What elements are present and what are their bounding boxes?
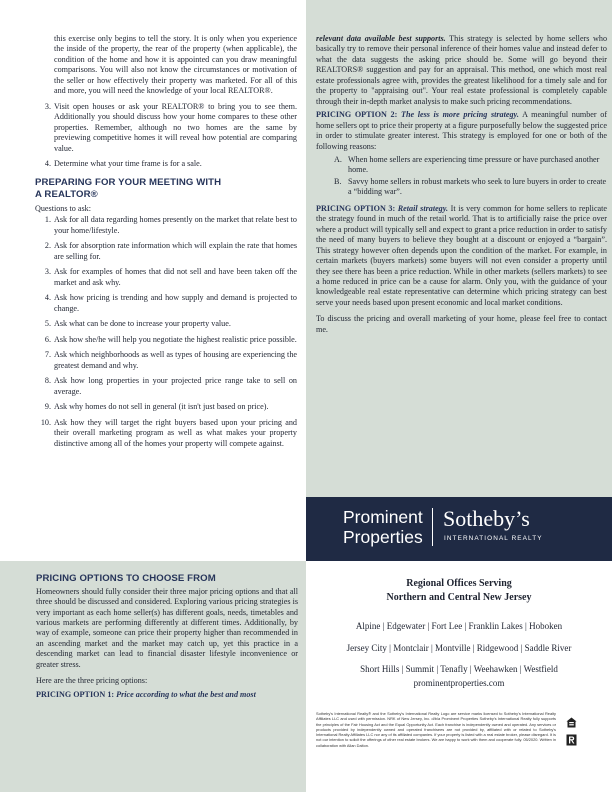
option2-paragraph (316, 110, 607, 152)
item-text: Ask for all data regarding homes presently on the market that relate best to your home/lifestyle. (54, 215, 297, 235)
pricing-options-intro: Homeowners should fully consider their three major pricing options and that all three should be discussed and considered. Exploring various pricing strategies is very important as each home seller(s) has different goals, needs, timetables and various markets are performing differently at different times. Additionally, by way of example, someone can price their property higher than recommended in an ascending market and the market may catch up, yet this practice in a descending market can lead to financial disaster lifestyle inconvenience or greater stress. (36, 586, 298, 669)
brand-logo (343, 505, 583, 553)
option1-start (36, 690, 298, 700)
list-item (44, 319, 297, 329)
item-text: Ask why homes do not sell in general (it isn't just based on price). (54, 402, 269, 412)
item-text: Ask for absorption rate information which will explain the rate that homes are selling for. (54, 241, 297, 261)
office-line: Short Hills | Summit | Tenafly | Weehawken | Westfield (360, 664, 558, 674)
list-item (44, 101, 297, 154)
option3-paragraph (316, 204, 607, 309)
list-item (44, 334, 297, 345)
option2-text: A meaningful number of home sellers opt to price their property at a figure purposefully below the suggested price in order to stimulate greater interest. This strategy is employed for one or both of the following reasons: (316, 110, 608, 151)
item-text: When home sellers are experiencing time pressure or have purchased another home. (348, 154, 600, 175)
item-number: 4. (44, 158, 51, 168)
option1-continued-text: This strategy is selected by home sellers who basically try to remove their personal inference of their homes value and instead defer to what the data suggests the asking price should be. Some will go beyond their REALTORS® suggestion and pay for an appraisal. This method, one which most real estate professionals agree with, provides the greatest likelihood for a timely sale and for the property to "appraising out". Your real estate professional is completely capable through their in-depth market analysis to make such pricing recommendations. (316, 34, 608, 106)
meeting-heading-line1: PREPARING FOR YOUR MEETING WITH (35, 177, 222, 189)
brand-line1: Prominent (343, 507, 423, 527)
left-column (35, 34, 297, 454)
offices-title-line1: Regional Offices Serving (406, 578, 512, 589)
item-number: 10. (40, 417, 51, 427)
option1-title: Price according to what the best and most (116, 689, 256, 699)
option1-label: PRICING OPTION 1: (36, 689, 115, 699)
list-item (44, 215, 297, 236)
left-bottom-panel (0, 561, 306, 792)
list-item (44, 293, 297, 314)
list-item (44, 241, 297, 262)
office-line: Jersey City | Montclair | Montville | Ridgewood | Saddle River (346, 642, 572, 653)
option3-label: PRICING OPTION 3: (316, 203, 396, 213)
item-number: 9. (44, 402, 51, 412)
item-number: 4. (44, 293, 51, 303)
option1-continued-emphasis: relevant data available best supports. (316, 34, 446, 43)
list-item (334, 177, 607, 198)
brand-subtitle: INTERNATIONAL REALTY (444, 535, 543, 542)
realtor-icon (566, 734, 577, 746)
item-text: Determine what your time frame is for a sale. (54, 158, 202, 168)
item-number: 6. (44, 334, 51, 344)
item-letter: B. (334, 176, 342, 186)
disclaimer-text: Sotheby's International Realty® and the Sotheby's International Realty Logo are service marks licensed to Sotheby's International Realty Affiliates LLC and used with permission. NRK of New Jersey, Inc. d/b/a Prominent Properties Sotheby's International Realty fully supports the principles of the Fair Housing Act and the Equal Opportunity Act. Each franchise is independently owned and operated. Any services or products provided by independently owned and operated franchisees are not provided by, affiliated with or related to Sotheby's International Realty Affiliates LLC nor any of its affiliated companies. If your property is listed with a real estate broker, please disregard. It is not our intention to solicit the offerings of other real estate brokers. We are happy to work with them and cooperate fully. 05/2020. Written in collaboration with Allan Dalton. (316, 711, 556, 748)
item-number: 7. (44, 350, 51, 360)
option1-continued (316, 34, 607, 107)
item-number: 2. (44, 241, 51, 251)
offices-title-line2: Northern and Central New Jersey (386, 592, 532, 603)
right-column (316, 34, 607, 338)
offices-title (306, 577, 612, 605)
brand-divider (432, 508, 433, 546)
option2-label: PRICING OPTION 2: (316, 110, 398, 120)
item-text: this exercise only begins to tell the story. It is only when you experience the inside of the property, the rear of the property (when applicable), the condition of the home and how it is appointed can you draw meaningful comparisons. You will also not know the circumstances or motivation of the seller or how effectively their property was marketed. For all of this and more, you will need the knowledge of your local REALTOR®. (54, 34, 297, 96)
item-text: Visit open houses or ask your REALTOR® to bring you to see them. Additionally you should discuss how your home compares to these other properties. Remember, although no two homes are the same by previewing competitive homes it will reveal how potential are comparing value. (54, 101, 297, 153)
brand-sothebys: Sotheby’s (443, 506, 530, 531)
option3-title: Retail strategy. (397, 203, 449, 213)
item-number: 3. (44, 267, 51, 277)
list-item (44, 402, 297, 412)
website-link[interactable]: prominentproperties.com (413, 678, 505, 688)
item-text: Savvy home sellers in robust markets who seek to lure buyers in order to create a “bidding war”. (348, 176, 607, 197)
reasons-list (334, 155, 607, 198)
item-number: 5. (44, 319, 51, 329)
item-text: Ask how long properties in your projected price range take to sell on average. (54, 376, 297, 396)
pricing-options-heading: PRICING OPTIONS TO CHOOSE FROM (36, 573, 216, 584)
item-text: Ask which neighborhoods as well as types of housing are experiencing the greatest demand and why. (54, 350, 297, 370)
list-item (44, 267, 297, 288)
item-text: Ask how she/he will help you negotiate the highest realistic price possible. (54, 334, 297, 344)
list-item (44, 158, 297, 169)
list-item (40, 417, 297, 449)
item-text: Ask how pricing is trending and how supply and demand is projected to change. (54, 293, 297, 313)
list-item (54, 34, 297, 97)
office-locations (306, 616, 612, 681)
questions-label: Questions to ask: (35, 203, 91, 213)
questions-list (40, 215, 297, 449)
item-number: 3. (44, 101, 51, 111)
brand-line2: Properties (343, 526, 423, 547)
option3-text: It is very common for home sellers to replicate the strategy found in much of the retail world. That is to artificially raise the price over where a product will typically sell and expect to grant a price reduction in order to satisfy the need of many buyers to believe they bought at a discount or enjoyed a “bargain”. This strategy however often depends upon the condition of the market. For example, in certain markets (buyers markets) some buyers will not even consider a property until they see there has been a price reduction. While in other markets (sellers markets) to see a home reduced in price can be a cause for alarm. Only you, with the guidance of your knowledgeable real estate representative can determine which pricing strategy can best serve your needs based upon present economic and local market conditions. (316, 203, 608, 307)
left-top-panel (0, 0, 306, 561)
meeting-heading (35, 177, 297, 200)
list-item (44, 376, 297, 397)
list-item (44, 350, 297, 371)
office-line: Alpine | Edgewater | Fort Lee | Franklin Lakes | Hoboken (355, 621, 563, 631)
item-text: Ask for examples of homes that did not sell and have been taken off the market and ask why. (54, 267, 297, 287)
item-number: 1. (44, 215, 51, 225)
item-letter: A. (334, 154, 342, 164)
pricing-options-section (36, 573, 298, 700)
right-top-panel (306, 0, 612, 497)
item-text: Ask how they will target the right buyers based upon your pricing and their overall marketing program as well as what makes your property distinctive among all of the homes your property will compete against. (54, 417, 297, 448)
equal-housing-icon (566, 717, 577, 728)
closing-paragraph: To discuss the pricing and overall marketing of your home, please feel free to contact me. (316, 314, 607, 334)
meeting-heading-line2: A REALTOR® (35, 189, 98, 201)
item-text: Ask what can be done to increase your property value. (54, 319, 231, 329)
continued-list (44, 34, 297, 169)
option2-title: The less is more pricing strategy. (400, 110, 519, 120)
list-item (334, 155, 607, 176)
brand-prominent-properties (343, 508, 423, 547)
item-number: 8. (44, 376, 51, 386)
three-options-text: Here are the three pricing options: (36, 676, 148, 686)
